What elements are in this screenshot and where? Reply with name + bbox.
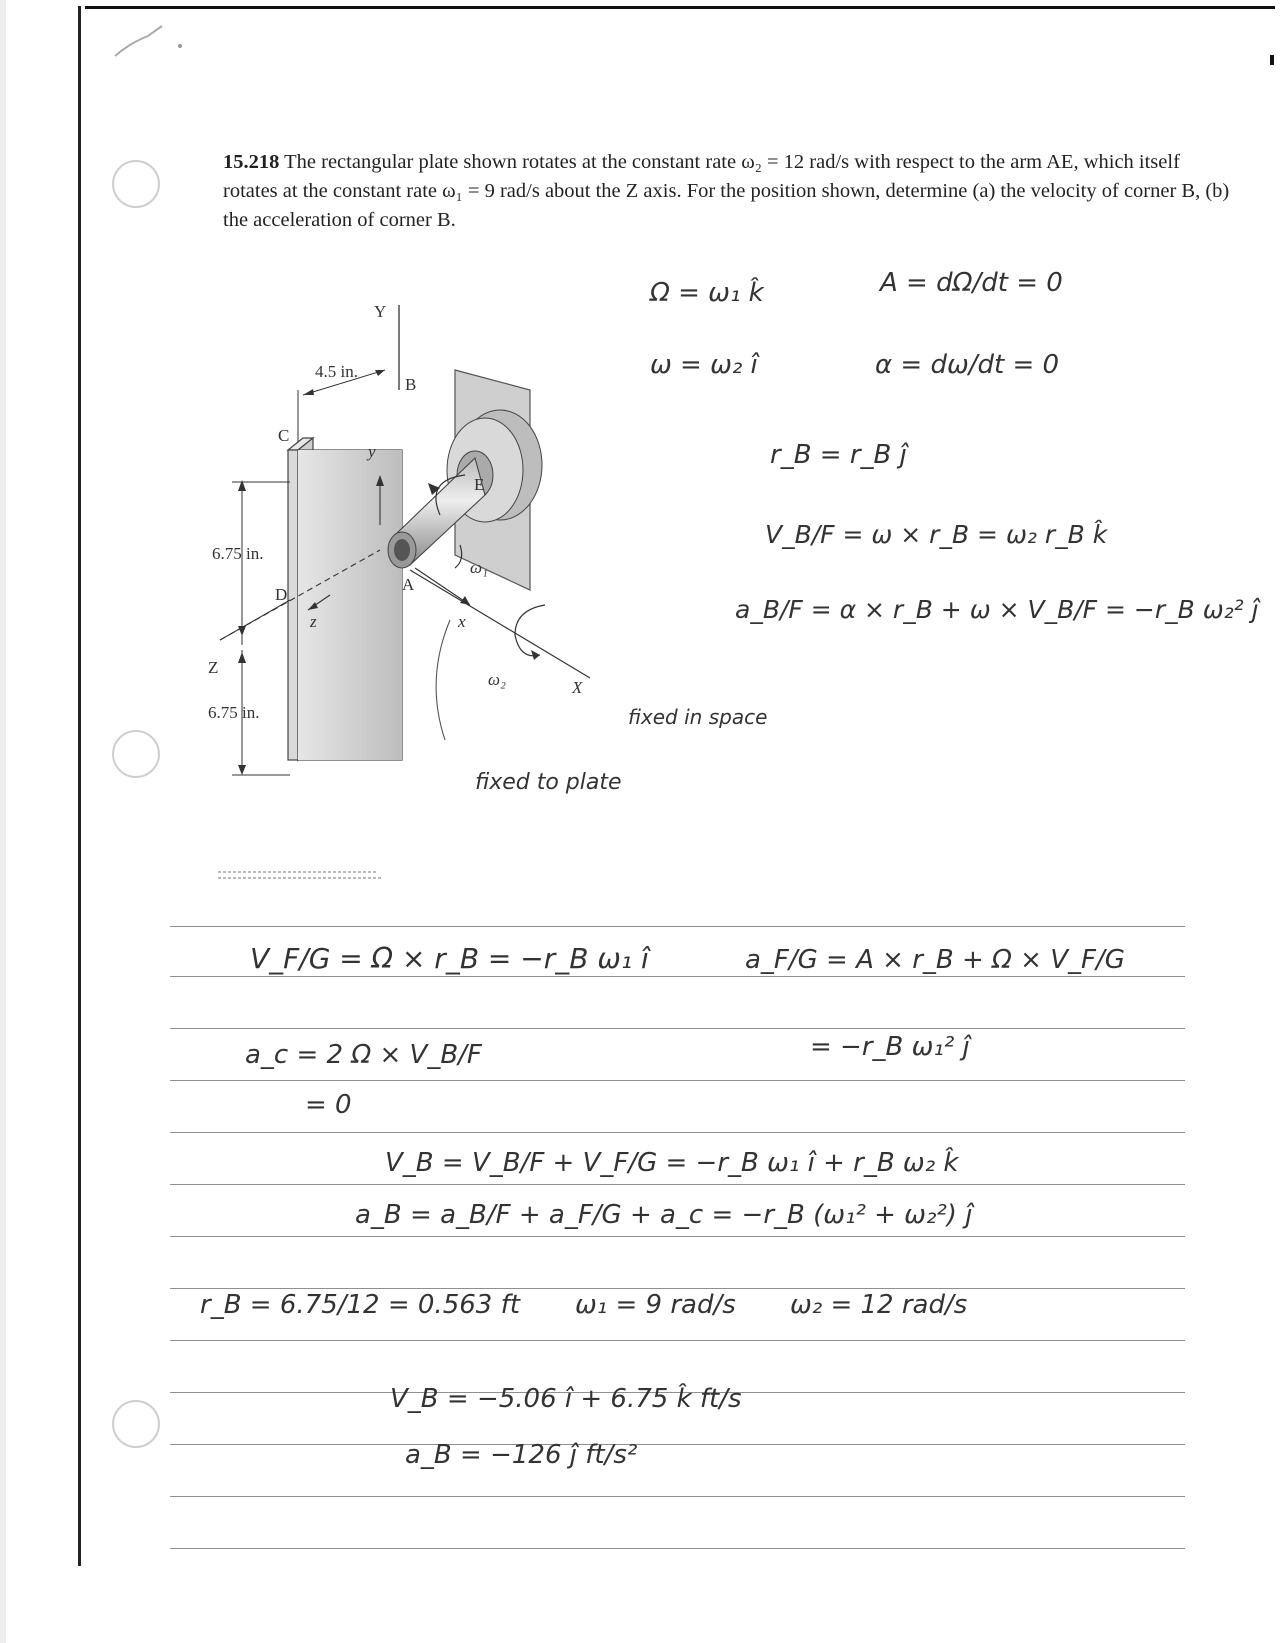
- label-C: C: [278, 426, 290, 445]
- punch-hole-middle: [112, 730, 160, 778]
- label-A: A: [402, 575, 415, 594]
- scan-mark: [1270, 55, 1274, 65]
- ruled-line: [170, 1028, 1185, 1029]
- problem-statement: [223, 148, 1238, 235]
- ruled-line: [170, 1444, 1185, 1445]
- corner-scribble: [110, 18, 190, 63]
- label-dim-lower: 6.75 in.: [208, 703, 260, 722]
- ruled-line: [170, 1340, 1185, 1341]
- label-dim-upper: 6.75 in.: [212, 544, 264, 563]
- eq-a-fg-result: = −r_B ω₁² ĵ: [810, 1032, 970, 1062]
- label-Y: Y: [374, 302, 387, 321]
- scan-border-left: [78, 6, 81, 1566]
- ruled-line: [170, 1288, 1185, 1289]
- label-x-local: x: [458, 612, 466, 631]
- eq-alpha: α = dω/dt = 0: [875, 350, 1060, 380]
- eq-ac: a_c = 2 Ω × V_B/F: [245, 1040, 482, 1070]
- ruled-line: [170, 1184, 1185, 1185]
- eq-omega-small: ω = ω₂ î: [650, 350, 758, 380]
- label-Z: Z: [208, 658, 219, 677]
- punch-hole-bottom: [112, 1400, 160, 1448]
- eq-a-bf: a_B/F = α × r_B + ω × V_B/F = −r_B ω₂² ĵ: [735, 595, 1259, 624]
- label-y-local: y: [368, 442, 376, 461]
- eq-v-fg: V_F/G = Ω × r_B = −r_B ω₁ î: [250, 942, 649, 975]
- scan-border-top: [85, 6, 1275, 9]
- eq-rb-value: r_B = 6.75/12 = 0.563 ft: [200, 1290, 520, 1320]
- label-B: B: [405, 375, 417, 394]
- label-dim-width: 4.5 in.: [315, 362, 358, 381]
- eq-v-bf: V_B/F = ω × r_B = ω₂ r_B k̂: [765, 520, 1108, 549]
- note-fixed-in-space: fixed in space: [628, 705, 768, 729]
- label-E: E: [474, 475, 485, 494]
- note-fixed-to-plate: fixed to plate: [475, 770, 622, 795]
- ruled-line: [170, 1132, 1185, 1133]
- eq-cap-a: A = dΩ/dt = 0: [880, 268, 1063, 298]
- result-acceleration-b: a_B = −126 ĵ ft/s²: [405, 1440, 638, 1470]
- eq-w1-value: ω₁ = 9 rad/s: [575, 1290, 736, 1320]
- problem-number: 15.218: [223, 151, 280, 173]
- punch-hole-top: [112, 160, 160, 208]
- eq-w2-value: ω₂ = 12 rad/s: [790, 1290, 968, 1320]
- label-omega2: ω₂: [488, 670, 506, 689]
- eq-ab-sum: a_B = a_B/F + a_F/G + a_c = −r_B (ω₁² + ω₂²) ĵ: [355, 1200, 973, 1230]
- copyright-notice: [218, 868, 383, 882]
- eq-vb-sum: V_B = V_B/F + V_F/G = −r_B ω₁ î + r_B ω₂ k̂: [385, 1148, 959, 1178]
- page-edge: [0, 0, 6, 1643]
- problem-text: The rectangular plate shown rotates at the constant rate ω₂ = 12 rad/s with respect to the arm AE, which itself rotates at the constant rate ω₁ = 9 rad/s about the Z axis. For the position shown, determine (a) the velocity of corner B, (b) the acceleration of corner B.: [223, 151, 1230, 231]
- ruled-line: [170, 976, 1185, 977]
- eq-a-fg: a_F/G = A × r_B + Ω × V_F/G: [745, 945, 1125, 975]
- ruled-line: [170, 1236, 1185, 1237]
- eq-rb: r_B = r_B ĵ: [770, 440, 907, 470]
- ruled-line: [170, 926, 1185, 927]
- result-velocity-b: V_B = −5.06 î + 6.75 k̂ ft/s: [390, 1384, 742, 1414]
- ruled-line: [170, 1080, 1185, 1081]
- label-omega1: ω₁: [470, 558, 488, 577]
- label-X: X: [572, 678, 583, 697]
- eq-omega-big: Ω = ω₁ k̂: [650, 278, 764, 308]
- label-z-local: z: [310, 612, 317, 631]
- ruled-line: [170, 1548, 1185, 1549]
- label-D: D: [275, 585, 288, 604]
- ruled-line: [170, 1496, 1185, 1497]
- eq-ac-zero: = 0: [305, 1090, 352, 1120]
